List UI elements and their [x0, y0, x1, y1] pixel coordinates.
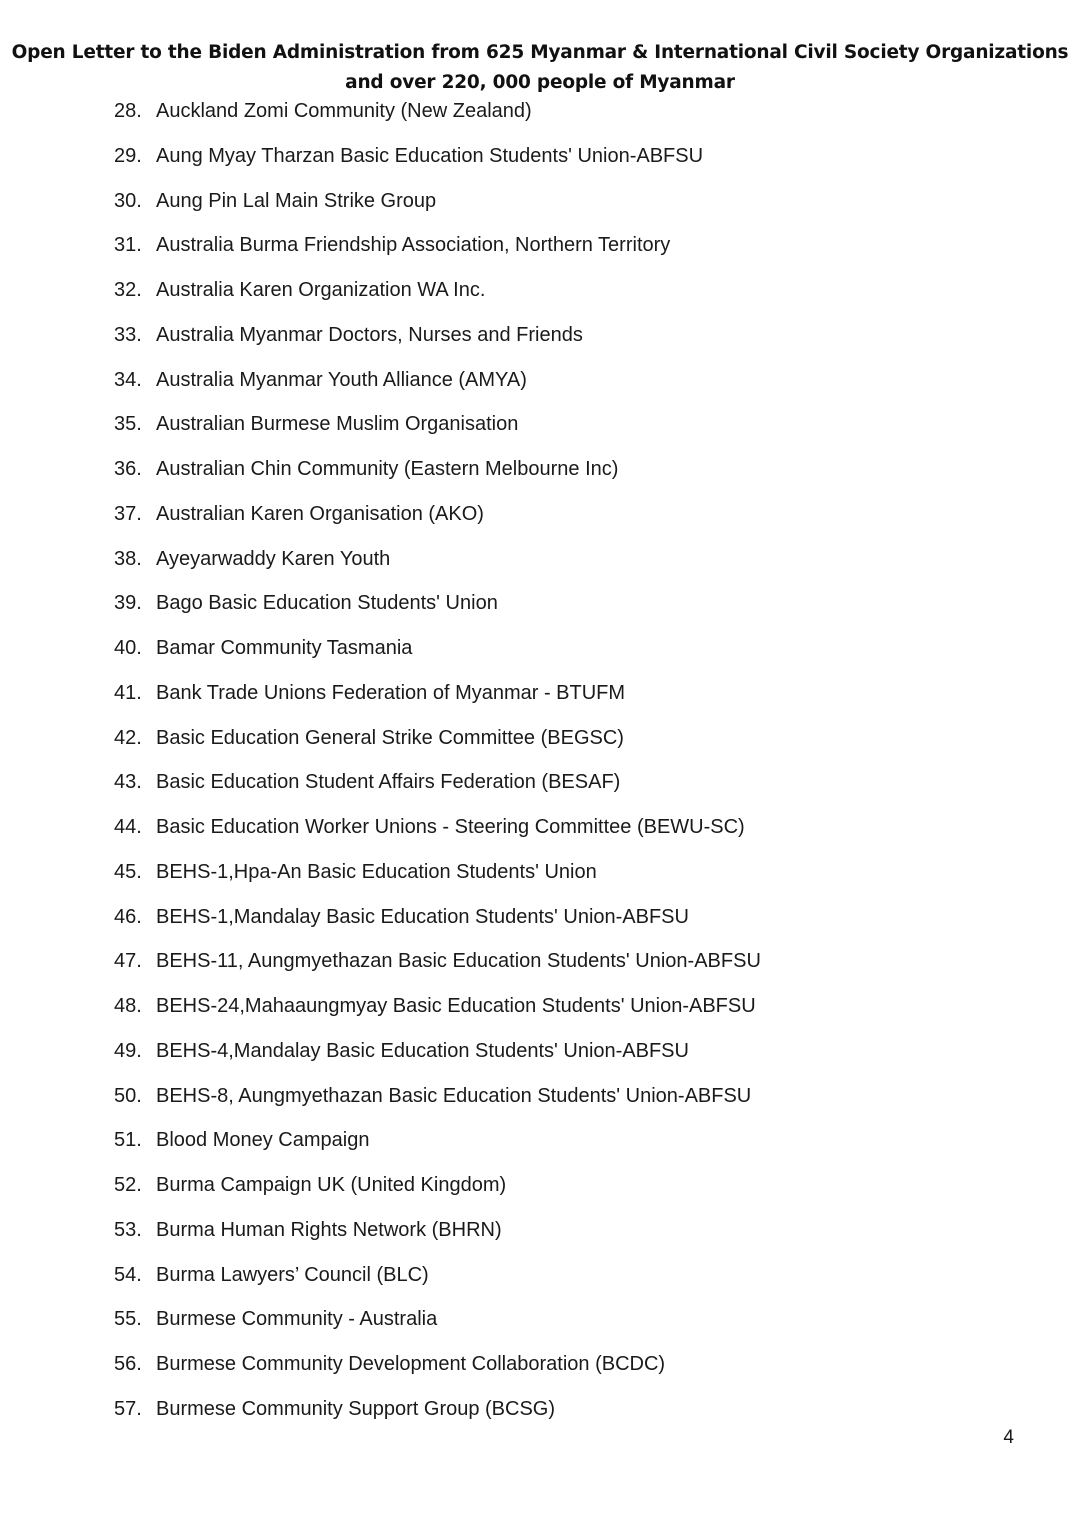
organization-name: Burma Human Rights Network (BHRN)	[156, 1218, 502, 1241]
list-item-number: 41.	[114, 681, 142, 704]
list-item-number: 35.	[114, 413, 142, 436]
organization-name: Australia Myanmar Doctors, Nurses and Friends	[156, 323, 583, 346]
list-item-number: 46.	[114, 905, 142, 928]
list-item-number: 56.	[114, 1353, 142, 1375]
list-item	[0, 678, 1080, 723]
organization-name: BEHS-11, Aungmyethazan Basic Education Students' Union-ABFSU	[156, 950, 761, 973]
organization-name: BEHS-24,Mahaaungmyay Basic Education Students' Union-ABFSU	[156, 995, 756, 1017]
organization-name: BEHS-8, Aungmyethazan Basic Education Students' Union-ABFSU	[156, 1084, 752, 1107]
list-item	[0, 633, 1080, 678]
list-item-number: 52.	[114, 1174, 142, 1196]
list-item	[0, 902, 1080, 947]
organization-name: Bago Basic Education Students' Union	[156, 592, 498, 615]
list-item-number: 55.	[114, 1308, 142, 1331]
list-item-number: 54.	[114, 1263, 142, 1286]
list-item	[0, 141, 1080, 186]
organization-name: Basic Education General Strike Committee (BEGSC)	[156, 726, 624, 749]
letter-title-line-1: Open Letter to the Biden Administration from 625 Myanmar & International Civil Society Organizations	[11, 42, 1069, 63]
letter-title-line-2: and over 220, 000 people of Myanmar	[345, 72, 735, 93]
organization-name: BEHS-4,Mandalay Basic Education Students' Union-ABFSU	[156, 1039, 689, 1062]
list-item-number: 47.	[114, 950, 142, 973]
list-item	[0, 365, 1080, 410]
list-item-number: 37.	[114, 502, 142, 525]
list-item	[0, 1349, 1080, 1394]
organization-name: Aung Myay Tharzan Basic Education Students' Union-ABFSU	[156, 144, 704, 167]
list-item	[0, 1170, 1080, 1215]
list-item	[0, 320, 1080, 365]
list-item-number: 57.	[114, 1397, 142, 1420]
list-item	[0, 588, 1080, 633]
organization-name: Burmese Community Development Collaboration (BCDC)	[156, 1353, 666, 1375]
organization-name: Aung Pin Lal Main Strike Group	[156, 189, 437, 212]
list-item-number: 38.	[114, 547, 142, 570]
organization-name: Australian Karen Organisation (AKO)	[156, 502, 484, 525]
list-item-number: 53.	[114, 1218, 142, 1241]
organization-name: Basic Education Worker Unions - Steering Committee (BEWU-SC)	[156, 816, 745, 838]
list-item	[0, 767, 1080, 812]
list-item	[0, 275, 1080, 320]
list-item	[0, 1215, 1080, 1260]
list-item-number: 33.	[114, 323, 142, 346]
organization-name: Blood Money Campaign	[156, 1129, 370, 1152]
list-item	[0, 544, 1080, 589]
list-item-number: 51.	[114, 1129, 142, 1152]
list-item-number: 50.	[114, 1084, 142, 1107]
list-item-number: 42.	[114, 726, 142, 749]
organization-name: Burmese Community Support Group (BCSG)	[156, 1397, 556, 1420]
list-item	[0, 1125, 1080, 1170]
letter-title	[0, 38, 1080, 98]
organization-name: Auckland Zomi Community (New Zealand)	[156, 100, 532, 122]
organization-name: BEHS-1,Hpa-An Basic Education Students' Union	[156, 860, 597, 883]
list-item-number: 29.	[114, 144, 142, 167]
list-item	[0, 409, 1080, 454]
list-item	[0, 96, 1080, 141]
list-item	[0, 454, 1080, 499]
list-item	[0, 1304, 1080, 1349]
organization-list	[0, 96, 1080, 1439]
organization-name: Australia Myanmar Youth Alliance (AMYA)	[156, 368, 527, 391]
list-item-number: 49.	[114, 1039, 142, 1062]
organization-name: BEHS-1,Mandalay Basic Education Students' Union-ABFSU	[156, 905, 689, 928]
list-item	[0, 1081, 1080, 1126]
list-item-number: 45.	[114, 860, 142, 883]
list-item	[0, 946, 1080, 991]
list-item-number: 39.	[114, 592, 142, 615]
list-item	[0, 812, 1080, 857]
list-item-number: 28.	[114, 100, 142, 122]
list-item	[0, 723, 1080, 768]
organization-name: Burma Lawyers’ Council (BLC)	[156, 1263, 429, 1286]
page-number: 4	[1003, 1427, 1014, 1448]
list-item-number: 32.	[114, 279, 142, 301]
organization-name: Bamar Community Tasmania	[156, 637, 413, 659]
list-item	[0, 499, 1080, 544]
organization-name: Bank Trade Unions Federation of Myanmar - BTUFM	[156, 681, 626, 704]
organization-name: Ayeyarwaddy Karen Youth	[156, 547, 391, 570]
list-item-number: 44.	[114, 816, 142, 838]
list-item	[0, 857, 1080, 902]
organization-name: Basic Education Student Affairs Federation (BESAF)	[156, 771, 621, 794]
list-item	[0, 186, 1080, 231]
list-item	[0, 1260, 1080, 1305]
list-item	[0, 1394, 1080, 1439]
list-item-number: 31.	[114, 234, 142, 257]
list-item-number: 48.	[114, 995, 142, 1017]
list-item-number: 34.	[114, 368, 142, 391]
list-item	[0, 230, 1080, 275]
organization-name: Australian Burmese Muslim Organisation	[156, 413, 519, 436]
list-item	[0, 1036, 1080, 1081]
list-item-number: 36.	[114, 458, 142, 480]
organization-name: Australia Karen Organization WA Inc.	[156, 279, 486, 301]
list-item-number: 30.	[114, 189, 142, 212]
list-item	[0, 991, 1080, 1036]
organization-name: Australia Burma Friendship Association, Northern Territory	[156, 234, 671, 257]
list-item-number: 43.	[114, 771, 142, 794]
organization-name: Australian Chin Community (Eastern Melbourne Inc)	[156, 458, 619, 480]
organization-name: Burma Campaign UK (United Kingdom)	[156, 1174, 507, 1196]
organization-name: Burmese Community - Australia	[156, 1308, 438, 1331]
list-item-number: 40.	[114, 637, 142, 659]
